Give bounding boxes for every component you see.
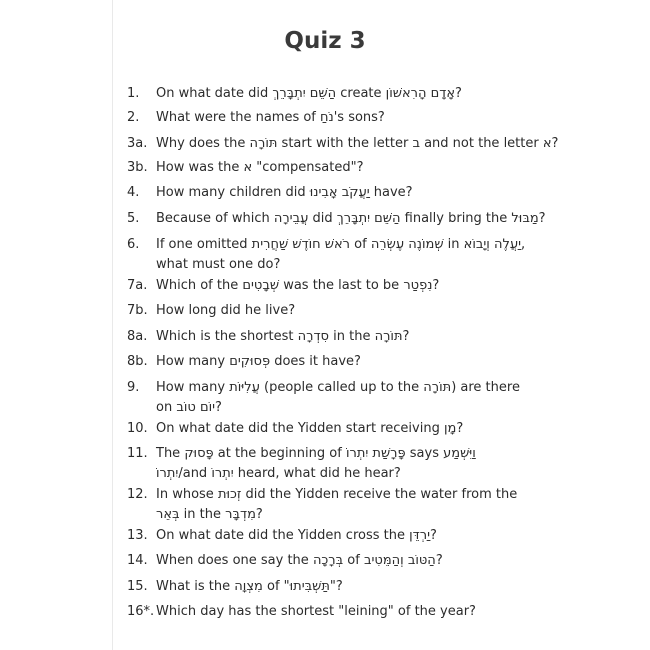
- question-number: 6.: [127, 237, 140, 252]
- question-text: How long did he live?: [156, 303, 296, 318]
- question-number: 7a.: [127, 278, 148, 293]
- question-number: 5.: [127, 211, 140, 226]
- question-text: If one omitted רֹאשׁ חוֹדֶשׁ שַׁחֲרִית of שְׁמוֹנֶה עֶשְׂרֵה in יַעֲלֶה וְיָבוֹא, what must one do?: [156, 237, 526, 272]
- question-number: 1.: [127, 86, 140, 101]
- question-text: On what date did הַשֵּׁם יִתְבָּרֵךְ create אָדָם הָרִאשׁוֹן?: [156, 86, 462, 101]
- question-text: On what date did the Yidden start receiving מָן?: [156, 421, 464, 436]
- question-text: What were the names of נֹחַ's sons?: [156, 110, 385, 125]
- question-number: 12.: [127, 487, 148, 502]
- question-text: Which of the שְׁבָטִים was the last to be נִפְטַר?: [156, 278, 440, 293]
- question-text: How many עֲלִיּוֹת (people called up to the תּוֹרָה) are there on יוֹם טוֹב?: [156, 380, 520, 415]
- question-number: 7b.: [127, 303, 148, 318]
- question-text: Because of which עֲבֵירָה did הַשֵּׁם יִתְבָּרֵךְ finally bring the מַבּוּל?: [156, 211, 546, 226]
- question-number: 10.: [127, 421, 148, 436]
- question-number: 13.: [127, 528, 148, 543]
- question-number: 14.: [127, 553, 148, 568]
- question-text: How many children did יַעֲקֹב אָבִינוּ have?: [156, 185, 413, 200]
- question-text: When does one say the בְּרָכָה of הַטּוֹב וְהַמֵּטִיב?: [156, 553, 443, 568]
- question-text: In whose זְכוּת did the Yidden receive the water from the בְּאֵר in the מִדְבָּר?: [156, 487, 518, 522]
- question-text: What is the מִצְוָה of "תַּשְׁבִּיתוּ"?: [156, 579, 343, 594]
- question-text: Which is the shortest סִדְרָה in the תּוֹרָה?: [156, 329, 410, 344]
- question-number: 2.: [127, 110, 140, 125]
- question-number: 15.: [127, 579, 148, 594]
- question-text: How was the א "compensated"?: [156, 160, 364, 175]
- question-number: 9.: [127, 380, 140, 395]
- question-number: 8b.: [127, 354, 148, 369]
- question-number: 8a.: [127, 329, 148, 344]
- question-text: How many פְּסוּקִים does it have?: [156, 354, 361, 369]
- question-number: 4.: [127, 185, 140, 200]
- question-number: 3a.: [127, 136, 148, 151]
- question-text: Which day has the shortest "leining" of the year?: [156, 604, 476, 619]
- question-text: On what date did the Yidden cross the יַרְדֵּן?: [156, 528, 437, 543]
- question-text: Why does the תּוֹרָה start with the letter ב and not the letter א?: [156, 136, 559, 151]
- question-number: 11.: [127, 446, 148, 461]
- question-number: 3b.: [127, 160, 148, 175]
- question-text: The פָּסוּק at the beginning of פָּרָשַׁת יִתְרוֹ says וַיִּשְׁמַע יִתְרוֹ/and יִתְרוֹ heard, what did he hear?: [156, 446, 476, 481]
- page-title: Quiz 3: [284, 28, 366, 54]
- question-number: 16*.: [127, 604, 155, 619]
